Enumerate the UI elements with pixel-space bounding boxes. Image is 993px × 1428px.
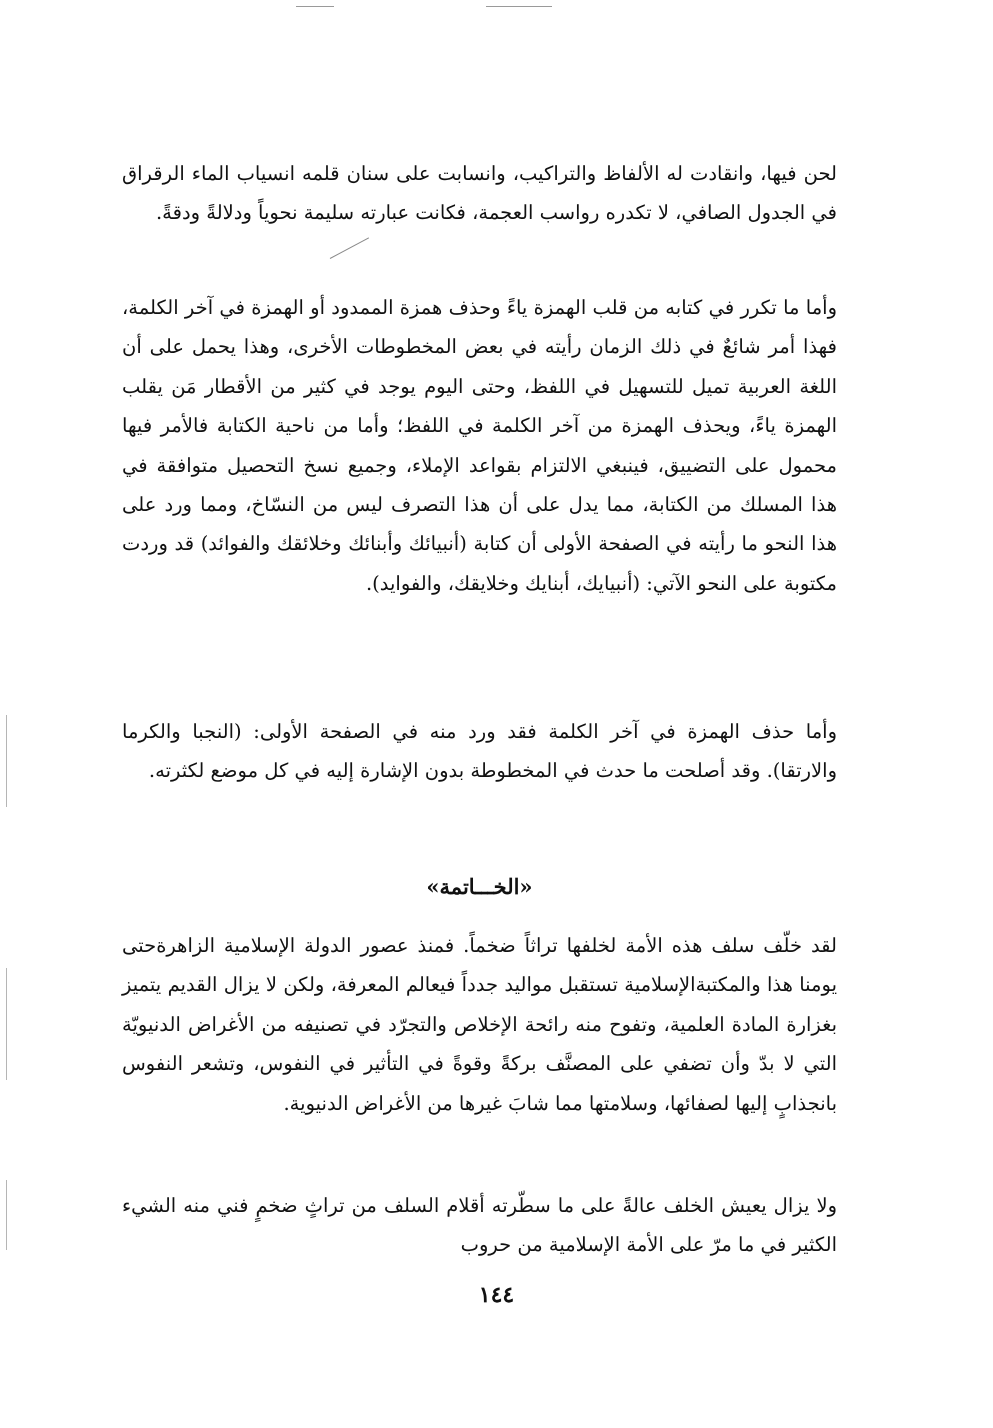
stray-pen-stroke <box>330 237 369 259</box>
paragraph-language-style: لحن فيها، وانقادت له الألفاظ والتراكيب، وانسابت على سنان قلمه انسياب الماء الرقراق في الجدول الصافي، لا تكدره رواسب العجمة، فكانت عبارته سليمة نحوياً ودلالةً ودقةً. <box>122 162 837 225</box>
paragraph-hamza-deletion: وأما حذف الهمزة في آخر الكلمة فقد ورد منه في الصفحة الأولى: (النجبا والكرما والارتقا). وقد أصلحت ما حدث في المخطوطة بدون الإشارة إليه في كل موضع لكثرته. <box>122 720 837 783</box>
margin-scan-mark <box>6 715 7 807</box>
section-heading-conclusion: «الخـــاتمة» <box>426 874 533 899</box>
paragraph-hamza-spelling: وأما ما تكرر في كتابه من قلب الهمزة ياءً وحذف همزة الممدود أو الهمزة في آخر الكلمة، فهذا أمر شائعٌ في ذلك الزمان رأيته في بعض المخطوطات الأخرى، وهذا يحمل على أن اللغة العربية تميل للتسهيل في اللفظ، وحتى اليوم يوجد في كثير من الأقطار مَن يقلب الهمزة ياءً، ويحذف الهمزة من آخر الكلمة في اللفظ؛ وأما من ناحية الكتابة فالأمر فيها محمول على التضييق، فينبغي الالتزام بقواعد الإملاء، وجميع نسخ التحصيل متوافقة في هذا المسلك من الكتابة، مما يدل على أن هذا التصرف ليس من النسّاخ، ومما ورد على هذا النحو ما رأيته في الصفحة الأولى أن كتابة (أنبيائك وأبنائك وخلائقك والفوائد) قد وردت مكتوبة على النحو الآتي: (أنبيايك، أبنايك وخلايقك، والفوايد). <box>122 296 837 595</box>
page-number: ١٤٤ <box>478 1282 515 1308</box>
paragraph-conclusion-heritage: لقد خلّف سلف هذه الأمة لخلفها تراثاً ضخماً. فمنذ عصور الدولة الإسلامية الزاهرةحتى يومنا هذا والمكتبةالإسلامية تستقبل مواليد جدداً فيعالم المعرفة، ولكن لا يزال القديم يتميز بغزارة المادة العلمية، وتفوح منه رائحة الإخلاص والتجرّد في تصنيفه من الأغراض الدنيويّة التي لا بدّ وأن تضفي على المصنَّف بركةً وقوةً في التأثير في النفوس، وتشعر النفوس بانجذابٍ إليها لصفائها، وسلامتها مما شابَ غيرها من الأغراض الدنيوية. <box>122 934 837 1115</box>
margin-scan-mark <box>6 968 7 1080</box>
top-edge-rule-left <box>296 6 334 7</box>
top-edge-rule-right <box>486 6 552 7</box>
paragraph-conclusion-continuation: ولا يزال يعيش الخلف عالةً على ما سطّرته أقلام السلف من تراثٍ ضخمٍ فني منه الشيء الكثير في ما مرّ على الأمة الإسلامية من حروب <box>122 1194 837 1257</box>
margin-scan-mark <box>6 1180 7 1250</box>
